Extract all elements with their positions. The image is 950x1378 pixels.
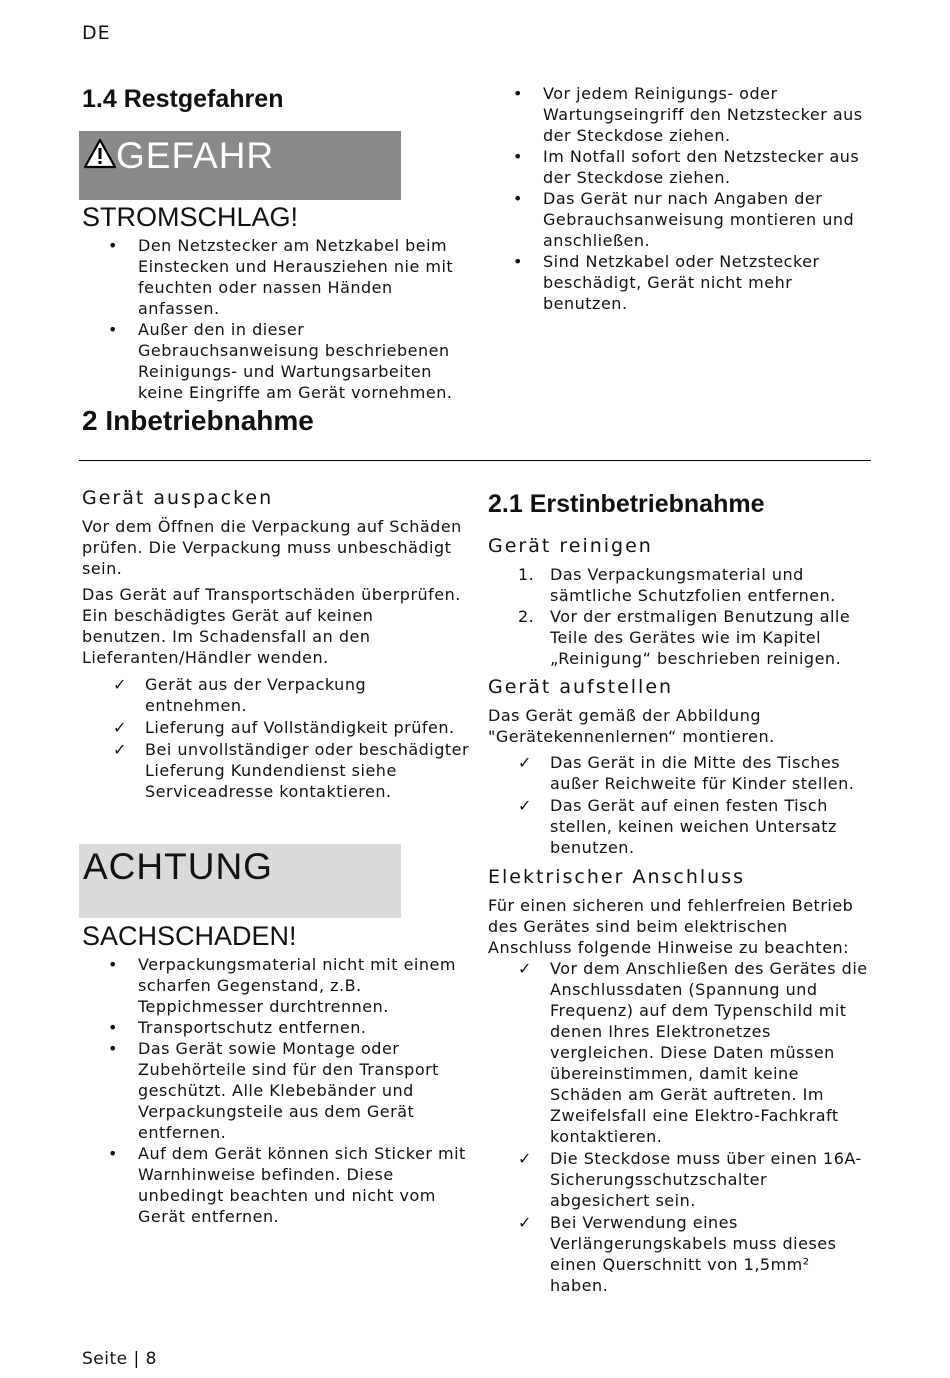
- check-icon: ✓: [518, 959, 532, 978]
- list-item: • Auf dem Gerät können sich Sticker mit Warnhinweise befinden. Diese unbedingt beachten und nicht vom Gerät entfernen.: [108, 1144, 466, 1226]
- caution-label: ACHTUNG: [83, 846, 273, 887]
- check-icon: ✓: [518, 1149, 532, 1168]
- list-item: 2. Vor der erstmaligen Benutzung alle Teile des Gerätes wie im Kapitel „Reinigung“ beschrieben reinigen.: [518, 607, 851, 668]
- check-icon: ✓: [113, 718, 127, 737]
- paragraph: Das Gerät auf Transportschäden überprüfen. Ein beschädigtes Gerät auf keinen benutzen. Im Schadensfall an den Lieferanten/Händler wenden.: [82, 585, 461, 667]
- check-icon: ✓: [113, 740, 127, 759]
- danger-list-left: [108, 235, 468, 403]
- danger-banner: [79, 131, 401, 200]
- electrical-text: [488, 895, 873, 958]
- list-item: • Verpackungsmaterial nicht mit einem scharfen Gegenstand, z.B. Teppichmesser durchtrennen.: [108, 955, 456, 1016]
- list-item: ✓ Gerät aus der Verpackung entnehmen.: [113, 675, 367, 715]
- electrical-checklist: [518, 958, 870, 1296]
- section-divider: [79, 460, 871, 461]
- warning-triangle-icon: [83, 138, 117, 170]
- list-item: ✓ Bei unvollständiger oder beschädigter Lieferung Kundendienst siehe Serviceadresse kontaktieren.: [113, 740, 470, 801]
- list-item: • Vor jedem Reinigungs- oder Wartungseingriff den Netzstecker aus der Steckdose ziehen.: [513, 84, 863, 145]
- danger-list-right: [513, 83, 873, 314]
- list-item: • Das Gerät nur nach Angaben der Gebrauchsanweisung montieren und anschließen.: [513, 189, 855, 250]
- section-heading-2-1: 2.1 Erstinbetriebnahme: [488, 490, 765, 518]
- setup-text: [488, 705, 868, 747]
- list-item: ✓ Die Steckdose muss über einen 16A-Sicherungsschutzschalter abgesichert sein.: [518, 1149, 862, 1210]
- electrical-heading: Elektrischer Anschluss: [488, 866, 745, 888]
- check-icon: ✓: [518, 753, 532, 772]
- property-damage-heading: SACHSCHADEN!: [82, 921, 297, 951]
- clean-heading: Gerät reinigen: [488, 535, 653, 557]
- setup-heading: Gerät aufstellen: [488, 676, 674, 698]
- list-item: • Außer den in dieser Gebrauchsanweisung beschriebenen Reinigungs- und Wartungsarbeiten keine Eingriffe am Gerät vornehmen.: [108, 320, 453, 402]
- caution-banner: [79, 844, 401, 918]
- language-code: DE: [82, 22, 111, 44]
- unpack-text: [82, 516, 462, 668]
- check-icon: ✓: [518, 1213, 532, 1232]
- section-heading-1-4: 1.4 Restgefahren: [82, 85, 284, 113]
- list-item: • Den Netzstecker am Netzkabel beim Einstecken und Herausziehen nie mit feuchten oder nassen Händen anfassen.: [108, 236, 454, 318]
- paragraph: Vor dem Öffnen die Verpackung auf Schäden prüfen. Die Verpackung muss unbeschädigt sein.: [82, 517, 462, 578]
- list-item: • Im Notfall sofort den Netzstecker aus der Steckdose ziehen.: [513, 147, 860, 187]
- check-icon: ✓: [113, 675, 127, 694]
- danger-label: GEFAHR: [116, 135, 275, 176]
- paragraph: Für einen sicheren und fehlerfreien Betrieb des Gerätes sind beim elektrischen Anschluss folgende Hinweise zu beachten:: [488, 896, 854, 957]
- list-item: ✓ Das Gerät in die Mitte des Tisches außer Reichweite für Kinder stellen.: [518, 753, 855, 793]
- caution-list: [108, 954, 468, 1227]
- page-number: Seite | 8: [82, 1349, 157, 1369]
- unpack-heading: Gerät auspacken: [82, 487, 274, 509]
- check-icon: ✓: [518, 796, 532, 815]
- list-item: ✓ Bei Verwendung eines Verlängerungskabels muss dieses einen Querschnitt von 1,5mm² haben.: [518, 1213, 837, 1295]
- list-item: • Das Gerät sowie Montage oder Zubehörteile sind für den Transport geschützt. Alle Klebebänder und Verpackungsteile aus dem Gerät entfernen.: [108, 1039, 439, 1142]
- list-item: ✓ Das Gerät auf einen festen Tisch stellen, keinen weichen Untersatz benutzen.: [518, 796, 837, 857]
- clean-steps: [518, 564, 870, 669]
- setup-checklist: [518, 752, 870, 858]
- unpack-checklist: [113, 674, 470, 802]
- electric-shock-heading: STROMSCHLAG!: [82, 202, 299, 232]
- list-item: ✓ Lieferung auf Vollständigkeit prüfen.: [113, 718, 455, 737]
- list-item: • Sind Netzkabel oder Netzstecker beschädigt, Gerät nicht mehr benutzen.: [513, 252, 820, 313]
- section-heading-2: 2 Inbetriebnahme: [82, 405, 314, 436]
- paragraph: Das Gerät gemäß der Abbildung "Gerätekennenlernen“ montieren.: [488, 706, 775, 746]
- list-item: 1. Das Verpackungsmaterial und sämtliche Schutzfolien entfernen.: [518, 565, 836, 605]
- list-item: • Transportschutz entfernen.: [108, 1018, 367, 1037]
- list-item: ✓ Vor dem Anschließen des Gerätes die Anschlussdaten (Spannung und Frequenz) auf dem Typenschild mit denen Ihres Elektronetzes vergleichen. Diese Daten müssen übereinstimmen, damit keine Schäden am Gerät auftreten. Im Zweifelsfall eine Elektro-Fachkraft kontaktieren.: [518, 959, 868, 1146]
